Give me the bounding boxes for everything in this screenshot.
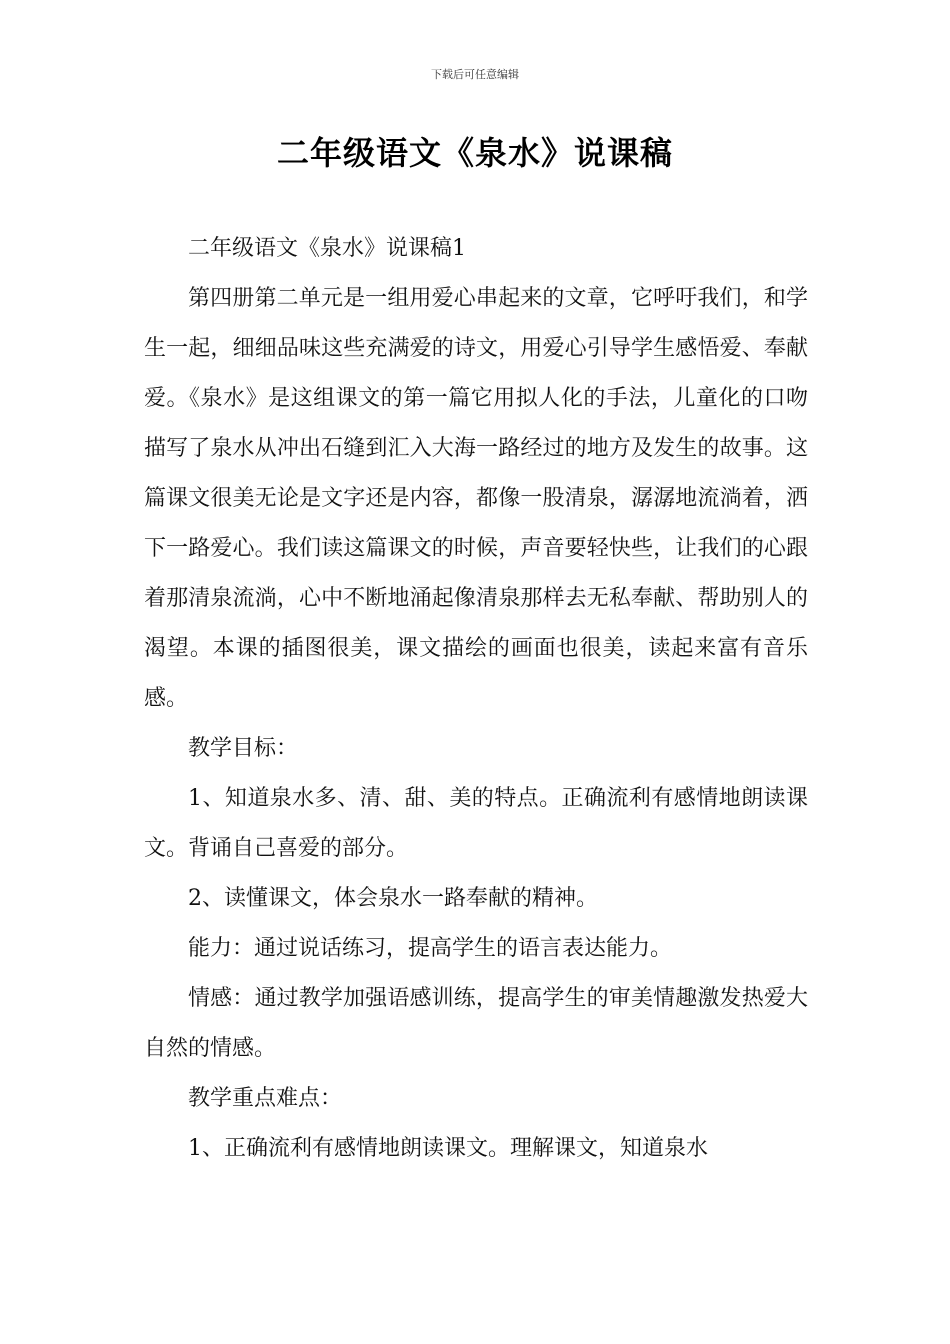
section-heading-key-points: 教学重点难点： xyxy=(188,1086,343,1111)
subtitle-paragraph: 二年级语文《泉水》说课稿1 xyxy=(188,236,466,261)
objective-item-2: 2、读懂课文，体会泉水一路奉献的精神。 xyxy=(188,886,598,911)
objective-emotion: 情感：通过教学加强语感训练，提高学生的审美情趣激发热爱大自然的情感。 xyxy=(144,986,808,1061)
intro-paragraph: 第四册第二单元是一组用爱心串起来的文章，它呼吁我们，和学生一起，细细品味这些充满爱的诗文，用爱心引导学生感悟爱、奉献爱。《泉水》是这组课文的第一篇它用拟人化的手法，儿童化的口吻描写了泉水从冲出石缝到汇入大海一路经过的地方及发生的故事。这篇课文很美无论是文字还是内容，都像一股清泉，潺潺地流淌着，洒下一路爱心。我们读这篇课文的时候，声音要轻快些，让我们的心跟着那清泉流淌，心中不断地涌起像清泉那样去无私奉献、帮助别人的渴望。本课的插图很美，课文描绘的画面也很美，读起来富有音乐感。 xyxy=(144,286,808,711)
key-point-item-1: 1、正确流利有感情地朗读课文。理解课文，知道泉水 xyxy=(188,1136,708,1161)
objective-item-1: 1、知道泉水多、清、甜、美的特点。正确流利有感情地朗读课文。背诵自己喜爱的部分。 xyxy=(144,786,808,861)
header-note: 下载后可任意编辑 xyxy=(431,68,519,81)
section-heading-objectives: 教学目标： xyxy=(188,736,299,761)
document-title: 二年级语文《泉水》说课稿 xyxy=(276,134,673,172)
objective-ability: 能力：通过说话练习，提高学生的语言表达能力。 xyxy=(188,936,673,961)
document-body xyxy=(144,224,808,1174)
